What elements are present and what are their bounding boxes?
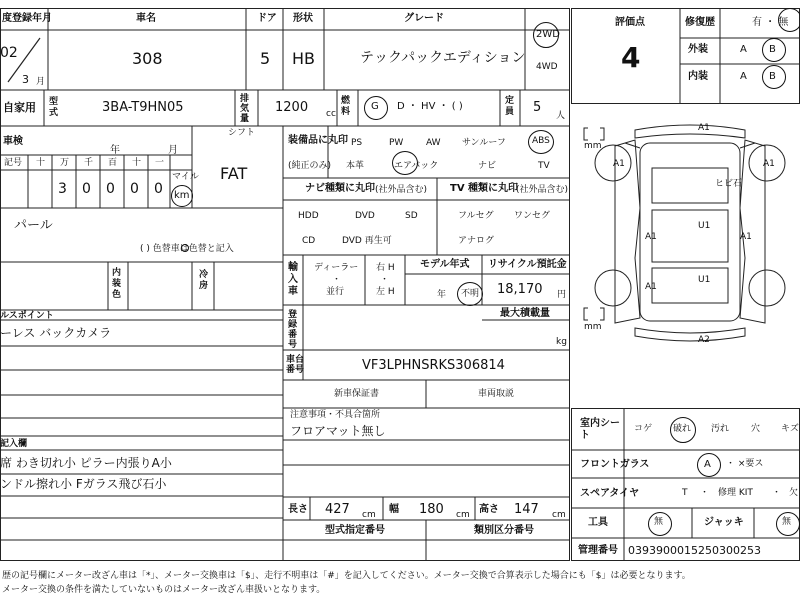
footer-note-2: メーター交換の条件を満たしていないものはメーター改ざん車扱いとなります。 <box>2 585 326 595</box>
equip-leather: 本革 <box>346 161 365 171</box>
recycle-unit: 円 <box>557 290 567 300</box>
tools-label: 工具 <box>588 517 608 528</box>
score-label: 評価点 <box>615 17 645 28</box>
equipment-sublabel: (純正のみ) <box>288 161 332 171</box>
windshield-a: A <box>704 459 711 470</box>
damage-a2-rear: A2 <box>698 335 710 345</box>
spare-repair-kit: 修理 KIT <box>718 488 753 498</box>
digit-label-2: 千 <box>84 158 94 168</box>
model-year-unit: 年 <box>437 290 447 300</box>
model-year-unknown: 不明 <box>461 289 480 299</box>
capacity-value: 5 <box>533 100 542 115</box>
navi-sub: (社外品含む) <box>375 185 428 195</box>
equipment-label: 装備品に丸印 <box>288 135 348 146</box>
car-name-value: 308 <box>132 49 163 68</box>
length-unit: cm <box>362 510 376 520</box>
navi-dvd: DVD <box>355 211 375 221</box>
mileage-digit-2: 0 <box>106 181 115 197</box>
import-dot-2: ・ <box>380 275 390 285</box>
damage-a1-fr: A1 <box>763 159 775 169</box>
km-label: km <box>174 190 190 201</box>
model-value: 3BA-T9HN05 <box>102 100 184 115</box>
mm-top: mm <box>584 141 602 151</box>
height-label: 高さ <box>479 504 499 515</box>
import-right: 右 H <box>376 263 395 273</box>
damage-a1-top: A1 <box>698 123 710 133</box>
damage-a1-left: A1 <box>645 232 657 242</box>
equip-sunroof: サンルーフ <box>462 138 506 148</box>
equip-pw: PW <box>389 138 404 148</box>
seat-burn: コゲ <box>634 424 653 434</box>
displacement-label: 排気量 <box>240 94 250 124</box>
car-damage-diagram <box>580 118 800 348</box>
seat-torn: 破れ <box>673 424 692 434</box>
spare-missing: 欠 <box>789 488 799 498</box>
sales-point-label: ルスポイント <box>0 311 54 321</box>
displacement-value: 1200 <box>275 100 309 115</box>
import-left: 左 H <box>376 287 395 297</box>
navi-hdd: HDD <box>298 211 319 221</box>
shift-label: シフト <box>228 128 256 138</box>
repair-none-circle <box>778 8 800 32</box>
recycle-label: リサイクル預託金 <box>488 259 567 270</box>
model-year-label: モデル年式 <box>420 259 470 270</box>
repair-label: 修復歴 <box>685 17 715 28</box>
drive-4wd: 4WD <box>536 62 558 72</box>
height-value: 147 <box>514 502 539 517</box>
width-value: 180 <box>419 502 444 517</box>
digit-label-3: 百 <box>108 158 118 168</box>
digit-label-5: 一 <box>155 158 165 168</box>
tv-oneseg: ワンセグ <box>514 211 551 221</box>
color-value: パール <box>14 218 53 233</box>
inspection-label: 車検 <box>3 136 23 147</box>
shape-value: HB <box>292 49 316 68</box>
equip-navi: ナビ <box>478 161 497 171</box>
shape-label: 形状 <box>293 13 313 24</box>
mileage-digit-0: 3 <box>58 181 67 197</box>
fuel-g: G <box>371 101 379 112</box>
digit-label-1: 万 <box>60 158 70 168</box>
caution-value: フロアマット無し <box>290 424 386 438</box>
management-value: 0393900015250300253 <box>628 544 761 557</box>
length-label: 長さ <box>288 504 308 515</box>
score-value: 4 <box>621 41 641 74</box>
tv-analog: アナログ <box>458 236 495 246</box>
type-number-label: 型式指定番号 <box>325 525 385 536</box>
new-warranty: 新車保証書 <box>334 389 380 399</box>
tv-sub: (社外品含む) <box>516 185 569 195</box>
recycle-value: 18,170 <box>497 282 543 297</box>
length-value: 427 <box>325 502 350 517</box>
interior-b: B <box>769 71 776 82</box>
damage-u1-rear: U1 <box>698 275 711 285</box>
color-note: ( ) 色替車は色替と記入 <box>140 244 234 254</box>
mile-label: マイル <box>172 172 199 182</box>
caution-label: 注意事項・不具合箇所 <box>290 410 381 420</box>
damage-a1-rl: A1 <box>645 282 657 292</box>
equip-abs: ABS <box>532 136 550 146</box>
seat-scratch: キズ <box>781 424 799 434</box>
shift-value: FAT <box>220 164 248 183</box>
ac-label: 冷房 <box>199 270 209 291</box>
interior-a: A <box>740 71 747 82</box>
equip-airbag: エアバック <box>394 161 439 171</box>
interior-color-label: 内装色 <box>112 268 122 300</box>
windshield-rest: ・ ×要ス <box>726 459 764 469</box>
tv-title: TV 種類に丸印 <box>450 183 519 194</box>
first-reg-year: 02 <box>0 45 18 61</box>
model-label: 型式 <box>49 97 59 118</box>
spare-tire-label: スペアタイヤ <box>580 488 640 499</box>
first-reg-label: 度登録年月 <box>2 13 52 24</box>
interior-label: 内装 <box>688 71 708 82</box>
repair-options: 有 ・ 無 <box>752 17 789 28</box>
notes-line2: ンドル擦れ小 Fガラス飛び石小 <box>0 477 167 491</box>
mileage-digit-4: 0 <box>154 181 163 197</box>
mileage-label: 記号 <box>4 158 23 168</box>
exterior-label: 外装 <box>688 44 708 55</box>
reg-number-label: 登録番号 <box>288 310 298 350</box>
first-reg-month-unit: 月 <box>36 77 46 87</box>
car-name-label: 車名 <box>136 13 156 24</box>
first-reg-month: 3 <box>22 73 29 86</box>
mileage-digit-3: 0 <box>130 181 139 197</box>
class-number-label: 類別区分番号 <box>474 525 534 536</box>
navi-sd: SD <box>405 211 418 221</box>
seat-dirty: 汚れ <box>711 424 730 434</box>
tools-value: 無 <box>654 517 664 527</box>
max-load-label: 最大積載量 <box>500 308 550 319</box>
notes-line1: 席 わき切れ小 ピラー内張りA小 <box>0 456 172 470</box>
damage-u1-center: U1 <box>698 221 711 231</box>
spare-t: T <box>682 488 688 498</box>
max-load-unit: kg <box>556 337 567 347</box>
vehicle-manual: 車両取説 <box>478 389 515 399</box>
door-value: 5 <box>260 49 271 68</box>
damage-windshield-chip: ヒビ石 <box>715 179 743 189</box>
equip-ps: PS <box>351 138 363 148</box>
jack-label: ジャッキ <box>704 517 744 528</box>
capacity-label: 定員 <box>505 96 515 117</box>
navi-cd: CD <box>302 236 316 246</box>
sales-point-value: ーレス バックカメラ <box>0 326 112 340</box>
inspection-month: 月 <box>168 145 178 156</box>
chassis-value: VF3LPHNSRKS306814 <box>362 358 505 373</box>
door-label: ドア <box>257 13 277 24</box>
damage-a1-right: A1 <box>740 232 752 242</box>
equip-aw: AW <box>426 138 441 148</box>
width-label: 幅 <box>389 504 399 515</box>
mm-bottom: mm <box>584 322 602 332</box>
damage-a1-fl: A1 <box>613 159 625 169</box>
fuel-rest: D ・ HV ・ ( ) <box>397 101 463 112</box>
management-label: 管理番号 <box>578 545 618 556</box>
displacement-unit: cc <box>326 109 336 119</box>
import-label: 輸入車 <box>288 262 298 297</box>
use-type: 自家用 <box>3 101 36 114</box>
import-dot-1: ・ <box>332 275 342 285</box>
fuel-label: 燃料 <box>341 96 351 117</box>
spare-dot-2: ・ <box>772 488 782 498</box>
notes-label: 記入欄 <box>0 439 28 449</box>
import-parallel: 並行 <box>326 287 345 297</box>
navi-title: ナビ種類に丸印 <box>305 183 375 194</box>
digit-label-0: 十 <box>36 158 46 168</box>
chassis-label: 車台番号 <box>286 355 305 375</box>
spare-dot-1: ・ <box>700 488 710 498</box>
mileage-digit-1: 0 <box>82 181 91 197</box>
interior-seat-label: 室内シート <box>580 418 620 441</box>
jack-value: 無 <box>782 517 792 527</box>
exterior-b: B <box>769 44 776 55</box>
grade-label: グレード <box>404 13 444 24</box>
capacity-unit: 人 <box>556 111 566 121</box>
digit-label-4: 十 <box>132 158 142 168</box>
windshield-label: フロントガラス <box>580 459 650 470</box>
seat-hole: 穴 <box>751 424 761 434</box>
equip-tv: TV <box>538 161 550 171</box>
exterior-a: A <box>740 44 747 55</box>
footer-note-1: 歴の記号欄にメーター改ざん車は「*」、メーター交換車は「$」、走行不明車は「#」を記入してください。メーター交換で合算表示した場合にも「$」は必要となります。 <box>2 571 691 581</box>
height-unit: cm <box>552 510 566 520</box>
inspection-year: 年 <box>110 145 120 156</box>
car-outline <box>580 118 800 348</box>
navi-dvd-play: DVD 再生可 <box>342 236 392 246</box>
drive-2wd: 2WD <box>536 29 560 40</box>
import-dealer: ディーラー <box>314 263 359 273</box>
width-unit: cm <box>456 510 470 520</box>
grade-value: テックパックエディション <box>360 50 526 66</box>
tv-fullseg: フルセグ <box>458 211 494 221</box>
